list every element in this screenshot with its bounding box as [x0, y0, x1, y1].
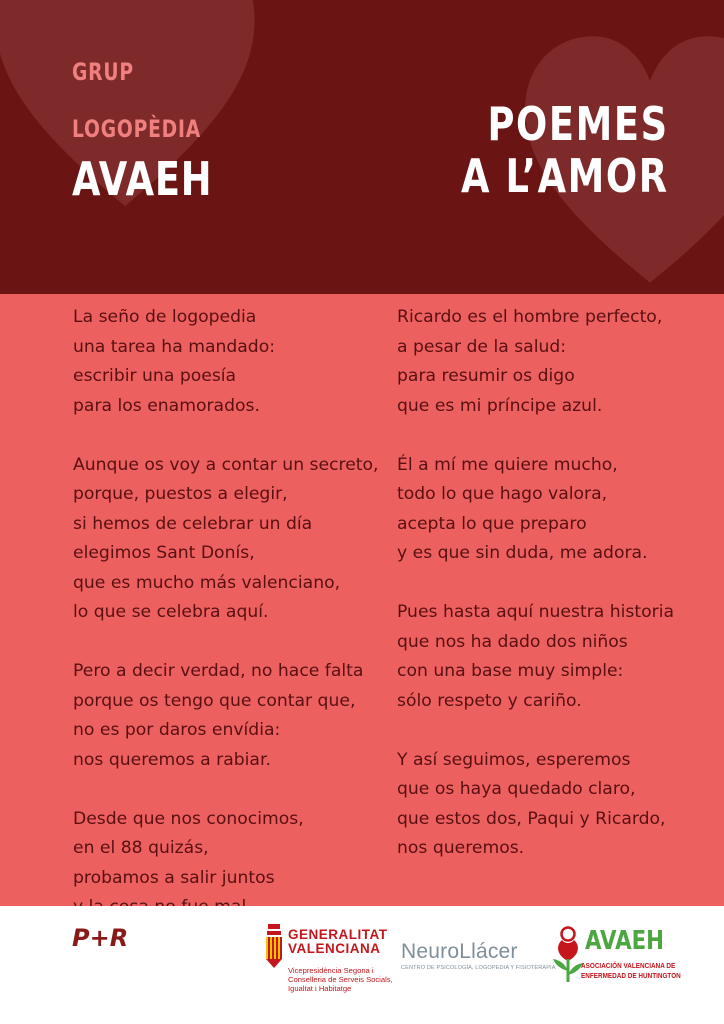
poem-line: elegimos Sant Donís,: [73, 543, 255, 563]
poem-line: una tarea ha mandado:: [73, 336, 276, 357]
poem-line: porque os tengo que contar que,: [73, 690, 356, 711]
avaeh-flower-icon: [551, 925, 585, 983]
poem-stanza: [73, 451, 379, 628]
poem-line: que estos dos, Paqui y Ricardo,: [397, 808, 666, 829]
pr-logo: P+R: [72, 924, 129, 952]
poem-line: Pues hasta aquí nuestra historia: [397, 602, 675, 622]
poem-line: para los enamorados.: [73, 395, 260, 416]
group-name: AVAEH: [72, 152, 213, 206]
poem-stanza: [397, 746, 674, 864]
poem-stanza: [397, 598, 674, 716]
gv-name-line2: VALENCIANA: [288, 941, 381, 956]
poem-line: Ricardo es el hombre perfecto,: [397, 307, 663, 327]
gv-dept-line2: Conselleria de Serveis Socials,: [288, 975, 393, 984]
poem-line: Pero a decir verdad, no hace falta: [73, 661, 364, 681]
poem-line: La seño de logopedia: [73, 307, 257, 327]
generalitat-crest-icon: [263, 922, 285, 972]
poem-line: escribir una poesía: [73, 366, 237, 386]
generalitat-department: [288, 966, 393, 993]
poem-stanza: [73, 657, 379, 775]
poem-line: porque, puestos a elegir,: [73, 484, 288, 504]
avaeh-full-line2: ENFERMEDAD DE HUNTINGTON: [581, 971, 681, 980]
title-line1: POEMES: [487, 97, 669, 151]
poem-column-left: [73, 303, 379, 952]
poem-line: Y así seguimos, esperemos: [397, 749, 631, 770]
avaeh-logo-text: AVAEH: [585, 926, 665, 956]
poem-line: a pesar de la salud:: [397, 336, 567, 357]
poem-line: que es mi príncipe azul.: [397, 395, 603, 416]
avaeh-full-line1: ASOCIACIÓN VALENCIANA DE: [581, 961, 676, 970]
poem-stanza: [397, 451, 674, 569]
title-line2: A L’AMOR: [461, 149, 669, 203]
gv-dept-line1: Vicepresidència Segona i: [288, 966, 374, 975]
generalitat-logo: [288, 928, 388, 956]
neurollacer-logo: [401, 940, 518, 964]
neuro-part2: Llácer: [459, 940, 518, 963]
poem-line: nos queremos a rabiar.: [73, 749, 271, 770]
poem-line: que os haya quedado claro,: [397, 779, 636, 799]
poem-line: que nos ha dado dos niños: [397, 631, 628, 652]
group-label-line1: GRUP: [72, 58, 134, 86]
poem-line: que es mucho más valenciano,: [73, 572, 341, 593]
poem-line: todo lo que hago valora,: [397, 484, 608, 504]
poem-line: si hemos de celebrar un día: [73, 513, 313, 534]
gv-dept-line3: Igualtat i Habitatge: [288, 984, 352, 993]
avaeh-full-name: [581, 961, 681, 981]
poem-line: y es que sin duda, me adora.: [397, 543, 648, 563]
page-title: [461, 98, 669, 202]
poem-line: probamos a salir juntos: [73, 867, 275, 888]
poem-line: no es por daros envídia:: [73, 720, 281, 740]
poem-line: en el 88 quizás,: [73, 838, 209, 858]
group-label-line2: LOGOPÈDIA: [72, 115, 201, 143]
poem-stanza: [397, 303, 674, 421]
poem-line: nos queremos.: [397, 838, 525, 858]
poem-line: sólo respeto y cariño.: [397, 690, 582, 711]
poem-stanza: [73, 303, 379, 421]
poem-line: lo que se celebra aquí.: [73, 602, 269, 622]
poem-line: Aunque os voy a contar un secreto,: [73, 454, 379, 475]
header-banner: [0, 0, 724, 294]
gv-name-line1: GENERALITAT: [288, 927, 388, 942]
poem-line: con una base muy simple:: [397, 661, 624, 681]
neuro-part1: Neuro: [401, 940, 460, 963]
neurollacer-subtitle: CENTRO DE PSICOLOGÍA, LOGOPEDIA Y FISIOTERAPIA: [401, 965, 556, 971]
poem-stanza: [73, 805, 379, 923]
poem-line: acepta lo que preparo: [397, 513, 587, 534]
poem-line: Él a mí me quiere mucho,: [397, 454, 618, 475]
poem-column-right: [397, 303, 674, 893]
poem-line: para resumir os digo: [397, 366, 575, 386]
poem-line: Desde que nos conocimos,: [73, 808, 304, 829]
